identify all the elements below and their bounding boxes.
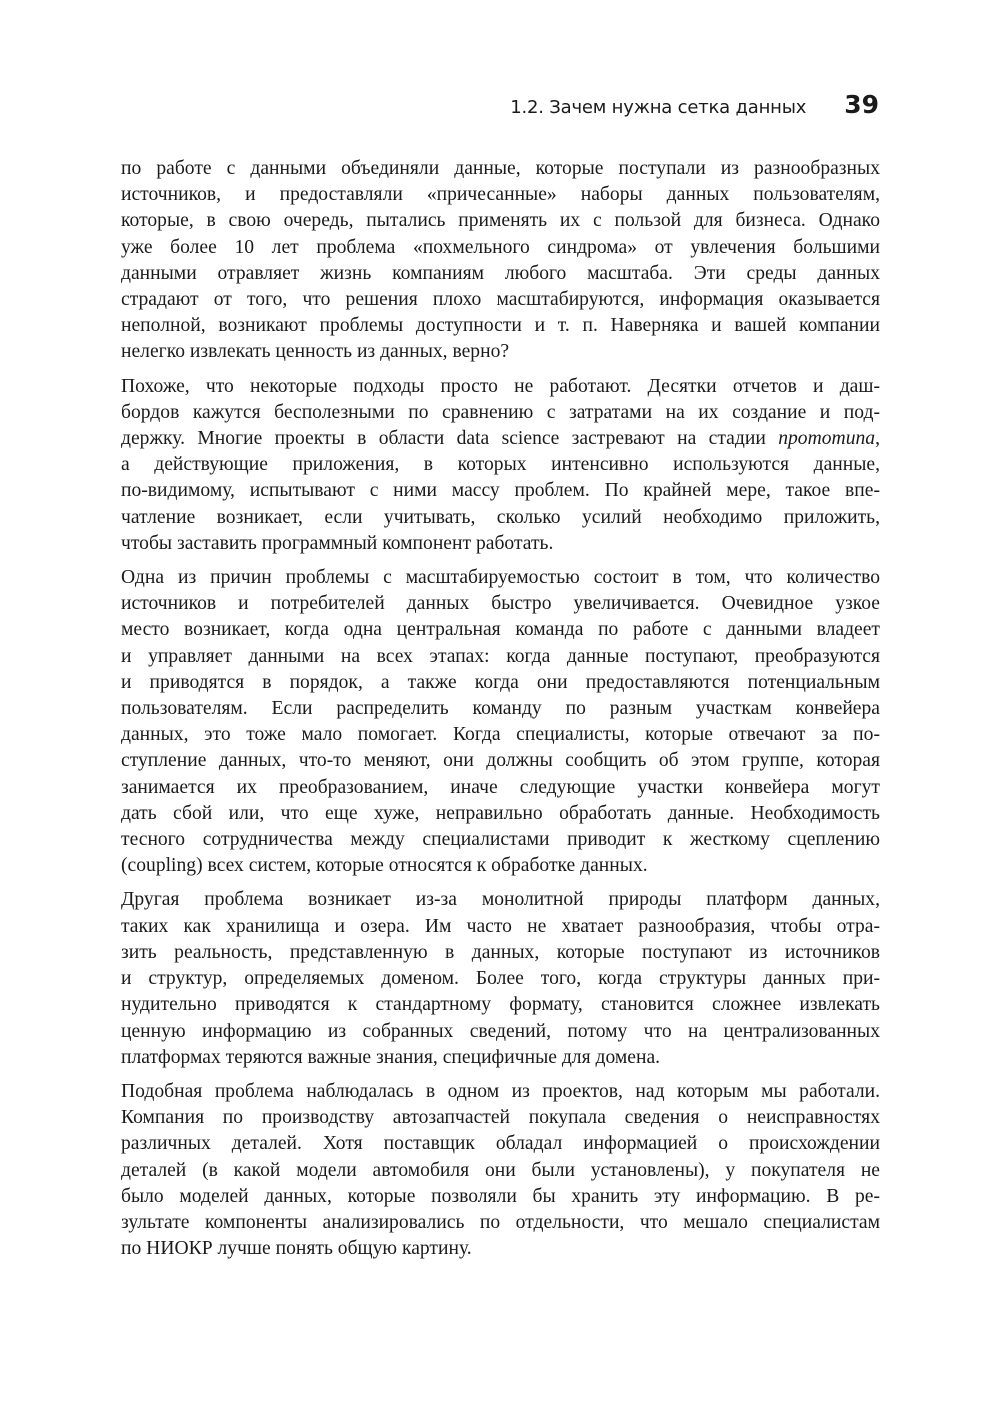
text-line: по работе с данными объединяли данные, которые поступали из разнообразных — [121, 158, 880, 179]
text-line: данными отравляет жизнь компаниям любого масштаба. Эти среды данных — [121, 262, 880, 284]
section-title: 1.2. Зачем нужна сетка данных — [510, 97, 807, 118]
text-line: нелегко извлекать ценность из данных, верно? — [121, 341, 510, 363]
text-line: Другая проблема возникает из-за монолитной природы платформ данных, — [121, 889, 880, 911]
text-line: источников и потребителей данных быстро увеличивается. Очевидное узкое — [121, 593, 880, 615]
text-line: таких как хранилища и озера. Им часто не хватает разнообразия, чтобы отра- — [121, 915, 880, 937]
text-line: (coupling) всех систем, которые относятся к обработке данных. — [121, 855, 648, 877]
text-line: зить реальность, представленную в данных, которые поступают из источников — [121, 941, 880, 963]
text-line: деталей (в какой модели автомобиля они были установлены), у покупателя не — [121, 1159, 880, 1181]
text-line: Подобная проблема наблюдалась в одном из проектов, над которым мы работали. — [121, 1080, 880, 1102]
text-line: данных, это тоже мало помогает. Когда специалисты, которые отвечают за по- — [121, 724, 880, 746]
text-run: держку. Многие проекты в области data science застревают на стадии — [121, 428, 779, 450]
text-line: чтобы заставить программный компонент работать. — [121, 532, 554, 554]
text-line: различных деталей. Хотя поставщик обладал информацией о происхождении — [121, 1133, 880, 1155]
text-line: ступление данных, что-то меняют, они должны сообщить об этом группе, которая — [121, 750, 880, 772]
text-line: источников, и предоставляли «причесанные» наборы данных пользователям, — [121, 184, 880, 206]
text-line: и управляет данными на всех этапах: когда данные поступают, преобразуются — [121, 645, 880, 667]
text-line: платформах теряются важные знания, специфичные для домена. — [121, 1046, 661, 1068]
italic-term: прототипа — [778, 428, 876, 450]
text-line: а действующие приложения, в которых интенсивно используются данные, — [121, 454, 880, 476]
text-line: Одна из причин проблемы с масштабируемостью состоит в том, что количество — [121, 567, 880, 589]
running-header — [121, 90, 879, 124]
text-line: бордов кажутся бесполезными по сравнению с затратами на их создание и под- — [121, 401, 880, 423]
text-line: нудительно приводятся к стандартному формату, становится сложнее извлекать — [121, 994, 880, 1016]
text-line: зультате компоненты анализировались по отдельности, что мешало специалистам — [121, 1211, 880, 1233]
text-line: место возникает, когда одна центральная команда по работе с данными владеет — [121, 619, 880, 641]
text-line: ценную информацию из собранных сведений, потому что на централизованных — [121, 1020, 880, 1042]
text-line: дать сбой или, что еще хуже, неправильно обработать данные. Необходимость — [121, 802, 880, 824]
body-text — [121, 156, 880, 1270]
text-line: Похоже, что некоторые подходы просто не работают. Десятки отчетов и даш- — [121, 375, 880, 397]
text-line — [121, 426, 880, 452]
text-line: тесного сотрудничества между специалистами приводит к жесткому сцеплению — [121, 829, 880, 851]
text-line: по-видимому, испытывают с ними массу проблем. По крайней мере, такое впе- — [121, 480, 880, 502]
text-run: , — [875, 428, 880, 450]
paragraph — [121, 1079, 880, 1262]
text-line: пользователям. Если распределить команду по разным участкам конвейера — [121, 698, 880, 720]
text-line: и структур, определяемых доменом. Более того, когда структуры данных при- — [121, 968, 880, 990]
paragraph — [121, 887, 880, 1070]
text-line: Компания по производству автозапчастей покупала сведения о неисправностях — [121, 1107, 880, 1129]
page-number: 39 — [844, 90, 879, 119]
text-line: неполной, возникают проблемы доступности и т. п. Наверняка и вашей компании — [121, 315, 880, 337]
text-line: чатление возникает, если учитывать, сколько усилий необходимо приложить, — [121, 506, 880, 528]
text-line: уже более 10 лет проблема «похмельного синдрома» от увлечения большими — [121, 236, 880, 258]
text-line: было моделей данных, которые позволяли бы хранить эту информацию. В ре- — [121, 1185, 880, 1207]
text-line: которые, в свою очередь, пытались применять их с пользой для бизнеса. Однако — [121, 210, 880, 232]
text-line: занимается их преобразованием, иначе следующие участки конвейера могут — [121, 776, 880, 798]
paragraph — [121, 156, 880, 366]
text-line: по НИОКР лучше понять общую картину. — [121, 1238, 472, 1260]
text-line: страдают от того, что решения плохо масштабируются, информация оказывается — [121, 289, 880, 311]
text-line: и приводятся в порядок, а также когда они предоставляются потенциальным — [121, 671, 880, 693]
paragraph — [121, 374, 880, 557]
paragraph — [121, 565, 880, 879]
